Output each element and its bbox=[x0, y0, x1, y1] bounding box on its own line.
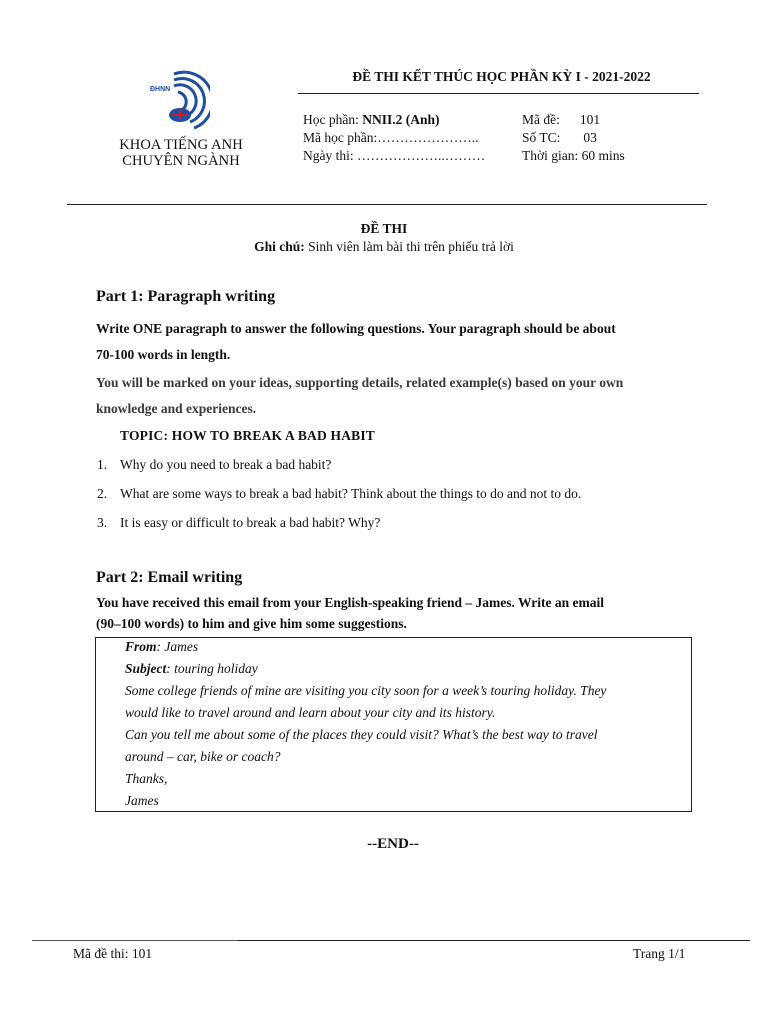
part1-title: Part 1: Paragraph writing bbox=[96, 288, 276, 305]
part2-title: Part 2: Email writing bbox=[96, 569, 243, 586]
question-number: 3. bbox=[97, 515, 108, 530]
email-body-line: would like to travel around and learn about your city and its history. bbox=[125, 705, 496, 720]
email-body-line: Some college friends of mine are visiting you city soon for a week’s touring holiday. They bbox=[125, 683, 607, 698]
email-subject-value: : touring holiday bbox=[166, 661, 258, 676]
part1-instruction-line-1: Write ONE paragraph to answer the following questions. Your paragraph should be about bbox=[96, 321, 616, 336]
part2-instruction-line-1: You have received this email from your English-speaking friend – James. Write an email bbox=[96, 595, 604, 610]
email-signature: James bbox=[125, 793, 159, 808]
part1-marking-line-2: knowledge and experiences. bbox=[96, 401, 257, 416]
note-label: Ghi chú: bbox=[254, 239, 305, 254]
course-info bbox=[303, 111, 485, 165]
email-body-line: Can you tell me about some of the places they could visit? What’s the best way to travel bbox=[125, 727, 598, 742]
part2-instruction bbox=[96, 592, 711, 634]
footer-divider-right bbox=[238, 940, 750, 941]
question-3 bbox=[97, 515, 380, 531]
course-code-label: Mã học phần: bbox=[303, 130, 378, 145]
email-subject bbox=[125, 658, 685, 680]
note-text: Sinh viên làm bài thi trên phiếu trả lời bbox=[308, 239, 514, 254]
course-value: NNII.2 (Anh) bbox=[362, 112, 440, 127]
footer-exam-code: Mã đề thi: 101 bbox=[73, 946, 153, 961]
date-dots: ………………..……… bbox=[357, 148, 486, 163]
title-divider bbox=[298, 93, 699, 94]
part1-instruction-line-2: 70-100 words in length. bbox=[96, 347, 231, 362]
credits-label: Số TC: bbox=[522, 130, 561, 145]
question-text: Why do you need to break a bad habit? bbox=[120, 457, 332, 472]
footer-page-number: Trang 1/1 bbox=[633, 946, 686, 961]
part1-marking-note bbox=[96, 370, 711, 422]
question-number: 2. bbox=[97, 486, 108, 501]
exam-note bbox=[0, 239, 768, 255]
logo-text: ĐHNN bbox=[150, 86, 171, 93]
part2-instruction-line-2: (90–100 words) to him and give him some suggestions. bbox=[96, 616, 407, 631]
email-from-value: : James bbox=[156, 639, 199, 654]
question-2 bbox=[97, 486, 581, 502]
course-code-dots: ………………….. bbox=[377, 130, 479, 145]
credits-value: 03 bbox=[583, 130, 597, 145]
duration-label: Thời gian: bbox=[522, 148, 579, 163]
exam-title: ĐỀ THI KẾT THÚC HỌC PHẦN KỲ I - 2021-2022 bbox=[352, 69, 651, 84]
department-name bbox=[96, 137, 266, 169]
part1-topic: TOPIC: HOW TO BREAK A BAD HABIT bbox=[120, 428, 376, 443]
email-from-label: From bbox=[125, 639, 157, 654]
exam-info bbox=[522, 111, 625, 165]
duration-value: 60 mins bbox=[581, 148, 625, 163]
question-text: What are some ways to break a bad habit? Think about the things to do and not to do. bbox=[120, 486, 582, 501]
header-divider bbox=[67, 204, 707, 205]
question-text: It is easy or difficult to break a bad habit? Why? bbox=[120, 515, 381, 530]
date-label: Ngày thi: bbox=[303, 148, 354, 163]
email-body-paragraph-1 bbox=[125, 680, 685, 724]
email-closing: Thanks, bbox=[125, 771, 168, 786]
email-body-paragraph-2 bbox=[125, 724, 685, 768]
course-label: Học phần: bbox=[303, 112, 359, 127]
part1-instruction bbox=[96, 316, 711, 368]
department-line-1: KHOA TIẾNG ANH bbox=[119, 137, 243, 153]
question-1 bbox=[97, 457, 331, 473]
email-subject-label: Subject bbox=[125, 661, 167, 676]
footer-divider-left bbox=[32, 940, 238, 941]
exam-heading: ĐỀ THI bbox=[360, 221, 408, 236]
exam-code-label: Mã đề: bbox=[522, 112, 560, 127]
email-body-line: around – car, bike or coach? bbox=[125, 749, 281, 764]
department-line-2: CHUYÊN NGÀNH bbox=[122, 153, 240, 169]
university-logo bbox=[150, 70, 210, 138]
question-number: 1. bbox=[97, 457, 108, 472]
exam-code-value: 101 bbox=[579, 112, 601, 127]
email-from bbox=[125, 636, 685, 658]
end-marker: --END-- bbox=[367, 836, 419, 852]
part1-marking-line-1: You will be marked on your ideas, supporting details, related example(s) based on your own bbox=[96, 375, 624, 390]
